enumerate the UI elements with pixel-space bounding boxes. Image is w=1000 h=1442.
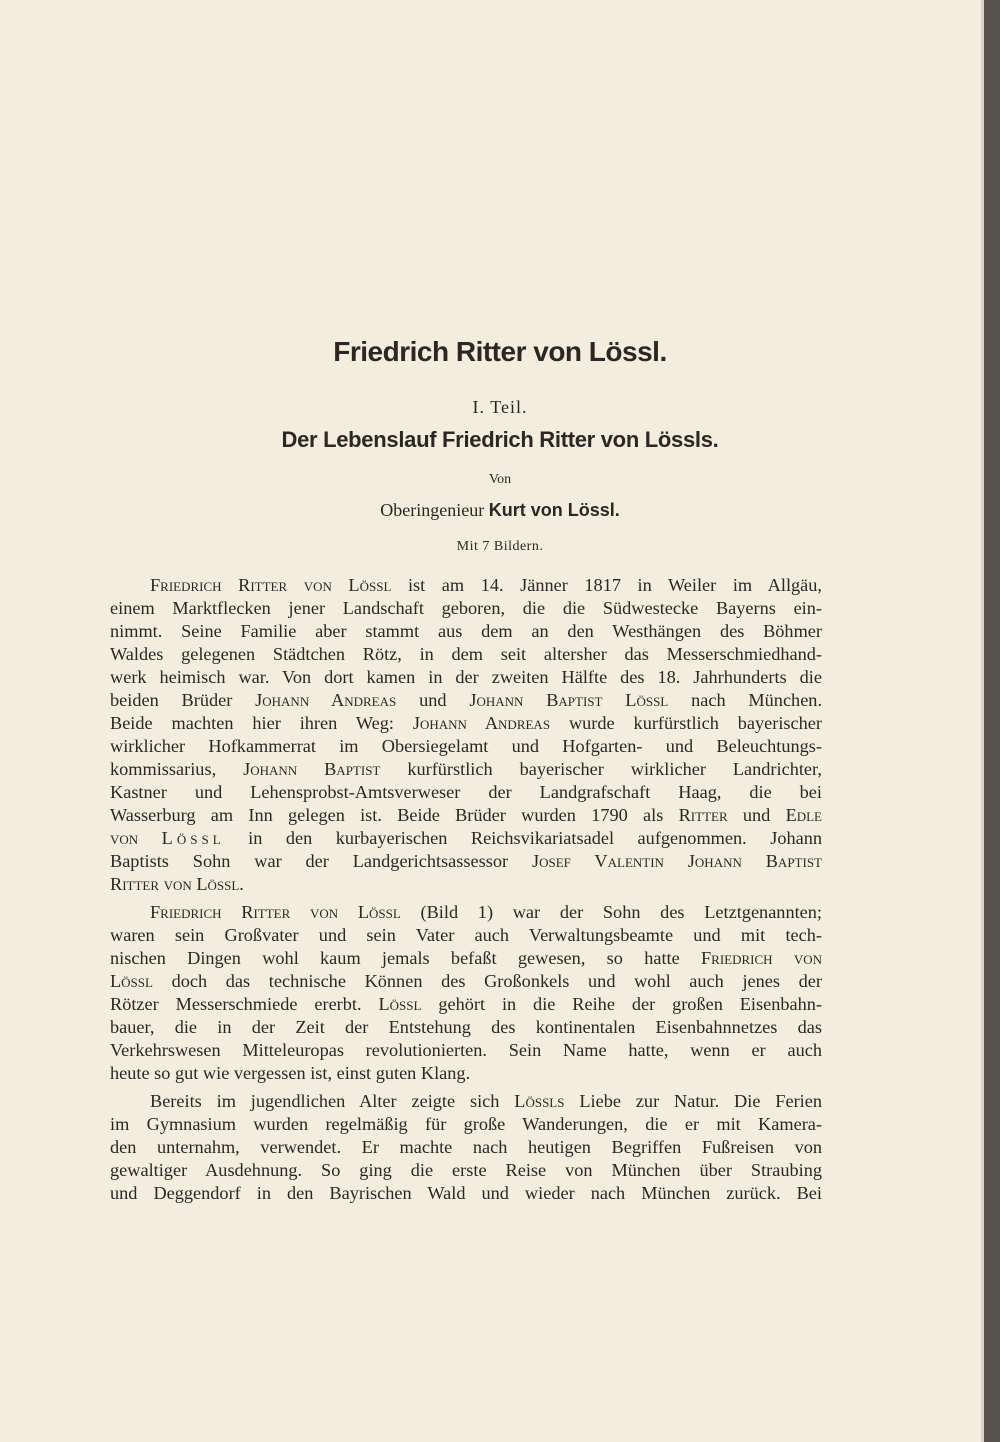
by-label: Von bbox=[488, 472, 512, 487]
paragraph bbox=[110, 901, 822, 1085]
name-small-caps: Ritter bbox=[678, 805, 728, 825]
text-line bbox=[110, 666, 822, 689]
name-small-caps: Lössls bbox=[514, 1091, 565, 1111]
text-line bbox=[110, 1016, 822, 1039]
text-run: beiden Brüder bbox=[110, 690, 256, 710]
text-run: Wasserburg am Inn gelegen ist. Beide Brüder wurden 1790 als bbox=[110, 805, 679, 825]
text-line bbox=[110, 620, 822, 643]
scan-edge bbox=[984, 0, 1000, 1442]
article-subtitle: Der Lebenslauf Friedrich Ritter von Lössls. bbox=[281, 427, 719, 452]
text-run: einem Marktflecken jener Landschaft geboren, die die Südwestecke Bayerns ein- bbox=[110, 598, 822, 618]
text-run: werk heimisch war. Von dort kamen in der zweiten Hälfte des 18. Jahrhunderts die bbox=[110, 667, 822, 687]
name-small-caps: Friedrich Ritter von Lössl bbox=[150, 575, 392, 595]
name-small-caps: Johann Andreas bbox=[412, 713, 551, 733]
text-line bbox=[110, 924, 822, 947]
text-line bbox=[110, 993, 822, 1016]
text-run: heute so gut wie vergessen ist, einst guten Klang. bbox=[110, 1063, 471, 1083]
text-line bbox=[110, 1182, 822, 1205]
text-line bbox=[110, 712, 822, 735]
name-small-caps: Ritter von Lössl bbox=[110, 874, 240, 894]
name-small-caps: Johann Baptist Lössl bbox=[469, 690, 669, 710]
name-small-caps: Lössl bbox=[378, 994, 422, 1014]
paragraph bbox=[110, 574, 822, 896]
text-run: nischen Dingen wohl kaum jemals befaßt gewesen, so hatte bbox=[110, 948, 701, 968]
name-small-caps: Johann Baptist bbox=[243, 759, 381, 779]
text-run: Liebe zur Natur. Die Ferien bbox=[564, 1091, 823, 1111]
figures-note: Mit 7 Bildern. bbox=[456, 539, 544, 554]
text-line bbox=[110, 1062, 822, 1085]
name-small-caps: Friedrich von bbox=[701, 948, 822, 968]
text-line bbox=[110, 804, 822, 827]
name-small-caps: Josef Valentin Johann Baptist bbox=[531, 851, 822, 871]
part-label: I. Teil. bbox=[472, 397, 528, 417]
text-run: im Gymnasium wurden regelmäßig für große Wanderungen, die er mit Kamera- bbox=[110, 1114, 822, 1134]
text-run: gehört in die Reihe der großen Eisenbahn- bbox=[421, 994, 822, 1014]
text-line bbox=[110, 1159, 822, 1182]
text-run: Bereits im jugendlichen Alter zeigte sich bbox=[150, 1091, 515, 1111]
author-line bbox=[0, 500, 1000, 521]
text-run: (Bild 1) war der Sohn des Letztgenannten; bbox=[400, 902, 823, 922]
text-run: gewaltiger Ausdehnung. So ging die erste Reise von München über Straubing bbox=[110, 1160, 822, 1180]
text-line bbox=[110, 781, 822, 804]
text-line bbox=[110, 735, 822, 758]
text-run: Waldes gelegenen Städtchen Rötz, in dem seit altersher das Messerschmiedhand- bbox=[110, 644, 822, 664]
text-run: doch das technische Können des Großonkels und wohl auch jenes der bbox=[152, 971, 822, 991]
author-role: Oberingenieur bbox=[380, 500, 489, 520]
text-run: Rötzer Messerschmiede ererbt. bbox=[110, 994, 379, 1014]
text-run: wurde kurfürstlich bayerischer bbox=[550, 713, 823, 733]
text-line bbox=[110, 850, 822, 873]
text-run: den unternahm, verwendet. Er machte nach heutigen Begriffen Fußreisen von bbox=[110, 1137, 822, 1157]
text-run: wirklicher Hofkammerrat im Obersiegelamt und Hofgarten- und Beleuchtungs- bbox=[110, 736, 822, 756]
text-line bbox=[110, 1136, 822, 1159]
text-line bbox=[110, 947, 822, 970]
name-small-caps: Lössl bbox=[161, 828, 225, 848]
name-small-caps: Friedrich Ritter von Lössl bbox=[150, 902, 401, 922]
text-run: kommissarius, bbox=[110, 759, 244, 779]
text-run: bauer, die in der Zeit der Entstehung des kontinentalen Eisenbahnnetzes das bbox=[110, 1017, 822, 1037]
body-text bbox=[110, 574, 822, 1210]
text-line bbox=[110, 1113, 822, 1136]
text-line bbox=[110, 827, 822, 850]
text-run: Baptists Sohn war der Landgerichtsassessor bbox=[110, 851, 532, 871]
text-run: Kastner und Lehensprobst-Amtsverweser der Landgrafschaft Haag, die bei bbox=[110, 782, 822, 802]
text-line bbox=[110, 597, 822, 620]
text-run: und Deggendorf in den Bayrischen Wald und wieder nach München zurück. Bei bbox=[110, 1183, 822, 1203]
text-line bbox=[110, 901, 822, 924]
name-small-caps: Edle bbox=[785, 805, 822, 825]
text-line bbox=[110, 643, 822, 666]
text-run: und bbox=[727, 805, 786, 825]
text-run: Beide machten hier ihren Weg: bbox=[110, 713, 413, 733]
paragraph bbox=[110, 1090, 822, 1205]
text-run: kurfürstlich bayerischer wirklicher Landrichter, bbox=[380, 759, 822, 779]
text-run: waren sein Großvater und sein Vater auch Verwaltungsbeamte und mit tech- bbox=[110, 925, 822, 945]
text-run: Verkehrswesen Mitteleuropas revolutionierten. Sein Name hatte, wenn er auch bbox=[110, 1040, 822, 1060]
text-run: und bbox=[396, 690, 470, 710]
text-line bbox=[110, 970, 822, 993]
text-line bbox=[110, 689, 822, 712]
name-small-caps: Lössl bbox=[110, 971, 153, 991]
text-run: in den kurbayerischen Reichsvikariatsadel aufgenommen. Johann bbox=[224, 828, 822, 848]
text-run: nach München. bbox=[668, 690, 823, 710]
text-line bbox=[110, 758, 822, 781]
text-run: nimmt. Seine Familie aber stammt aus dem an den Westhängen des Böhmer bbox=[110, 621, 822, 641]
name-small-caps: Johann Andreas bbox=[255, 690, 397, 710]
text-run: . bbox=[239, 874, 244, 894]
author-name: Kurt von Lössl. bbox=[488, 500, 620, 520]
text-line bbox=[110, 1090, 822, 1113]
text-line bbox=[110, 574, 822, 597]
name-small-caps: von bbox=[110, 828, 162, 848]
text-line bbox=[110, 873, 822, 896]
text-line bbox=[110, 1039, 822, 1062]
text-run: ist am 14. Jänner 1817 in Weiler im Allgäu, bbox=[391, 575, 823, 595]
article-title: Friedrich Ritter von Lössl. bbox=[333, 336, 667, 367]
